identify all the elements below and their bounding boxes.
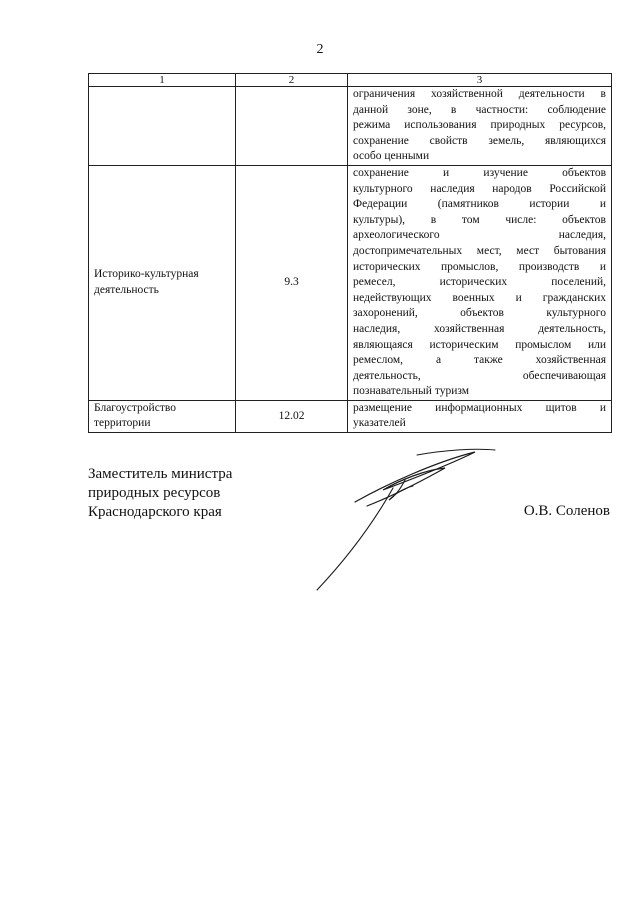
signatory-title	[88, 465, 232, 522]
signatory-title-line: Заместитель министра	[88, 466, 233, 482]
signatory-name: О.В. Соленов	[523, 503, 610, 519]
description-line: Федерации (памятников истории и	[353, 198, 606, 211]
column-header-2: 2	[236, 74, 348, 87]
activity-name-cell	[89, 87, 236, 166]
column-header-1: 1	[89, 74, 236, 87]
description-line: культуры), в том числе: объектов	[353, 213, 606, 226]
description-line: особо ценными	[353, 150, 430, 163]
activity-name: деятельность	[94, 283, 159, 296]
description-line: достопримечательных мест, мест бытования	[353, 244, 606, 257]
activity-name-cell	[89, 165, 236, 400]
activity-code: 12.02	[278, 409, 305, 422]
description-line: сохранение свойств земель, являющихся	[353, 134, 606, 147]
handwritten-signature	[305, 440, 505, 600]
description-line: деятельность, обеспечивающая	[353, 369, 606, 382]
column-header-3: 3	[348, 74, 612, 87]
description-line: познавательный туризм	[353, 385, 469, 398]
signatory-title-line: Краснодарского края	[88, 504, 222, 520]
activity-name: Благоустройство	[94, 401, 176, 414]
activity-code-cell	[236, 87, 348, 166]
description-line: данной зоне, в частности: соблюдение	[353, 103, 606, 116]
land-use-table	[88, 73, 612, 433]
page-number: 2	[316, 42, 324, 57]
table-row	[89, 87, 612, 166]
description-line: захоронений, объектов культурного	[353, 307, 606, 320]
table-row	[89, 165, 612, 400]
description-line: археологического наследия,	[353, 229, 606, 242]
activity-name: территории	[94, 417, 151, 430]
description-line: режима использования природных ресурсов,	[353, 119, 606, 132]
table-row	[89, 400, 612, 432]
activity-description-cell	[348, 87, 612, 166]
activity-description-cell	[348, 165, 612, 400]
description-line: наследия, хозяйственная деятельность,	[353, 322, 606, 335]
table-header-row	[89, 74, 612, 87]
description-line: ремеслом, а также хозяйственная	[353, 354, 606, 367]
activity-code-cell	[236, 400, 348, 432]
description-line: размещение информационных щитов и	[353, 401, 606, 414]
description-line: недействующих военных и гражданских	[353, 291, 606, 304]
activity-name-cell	[89, 400, 236, 432]
description-line: сохранение и изучение объектов	[353, 166, 606, 179]
description-line: исторических промыслов, производств и	[353, 260, 606, 273]
description-line: являющаяся историческим промыслом или	[353, 338, 606, 351]
description-line: культурного наследия народов Российской	[353, 182, 606, 195]
activity-name: Историко-культурная	[94, 268, 199, 281]
description-line: ремесел, исторических поселений,	[353, 276, 606, 289]
description-line: ограничения хозяйственной деятельности в	[353, 88, 606, 100]
activity-code: 9.3	[284, 276, 299, 289]
activity-code-cell	[236, 165, 348, 400]
activity-description-cell	[348, 400, 612, 432]
description-line: указателей	[353, 417, 406, 430]
signatory-title-line: природных ресурсов	[88, 485, 221, 501]
